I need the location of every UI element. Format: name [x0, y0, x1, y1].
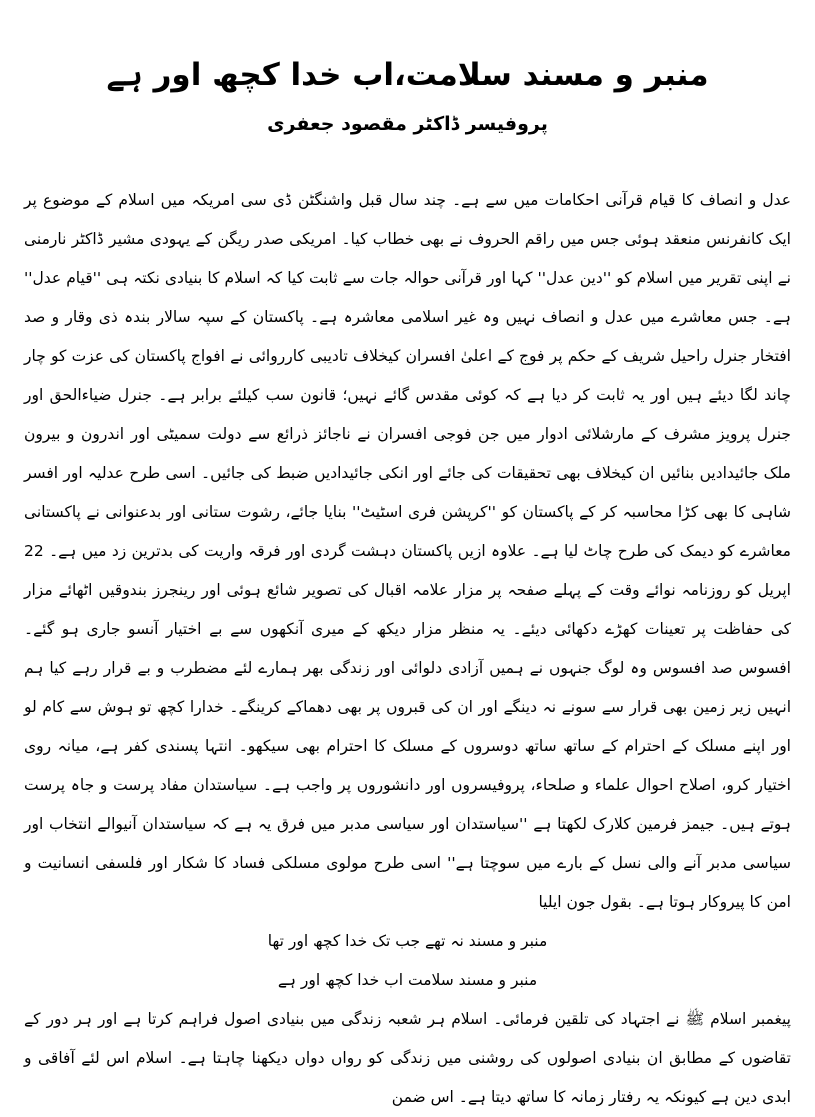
article-title: منبر و مسند سلامت،اب خدا کچھ اور ہے: [106, 57, 709, 93]
article-author-byline: پروفیسر ڈاکٹر مقصود جعفری: [267, 112, 548, 135]
verse-line-1: منبر و مسند نہ تھے جب تک خدا کچھ اور تھا: [267, 931, 548, 950]
article-body: [24, 181, 791, 1117]
paragraph-closing: پیغمبر اسلام ﷺ نے اجتہاد کی تلقین فرمائی۔ اسلام ہر شعبہ زندگی میں بنیادی اصول فراہم کرتا ہے اور ہر دور کے تقاضوں کے مطابق ان بنیادی اصولوں کی روشنی میں زندگی کو رواں دواں دیکھنا چاہتا ہے۔ اسلام اس لئے آفاقی و ابدی دین ہے کیونکہ یہ رفتار زمانہ کا ساتھ دیتا ہے۔ اس ضمن: [24, 1009, 791, 1106]
paragraph-main: عدل و انصاف کا قیام قرآنی احکامات میں سے ہے۔ چند سال قبل واشنگٹن ڈی سی امریکہ میں اسلام کے موضوع پر ایک کانفرنس منعقد ہوئی جس میں راقم الحروف نے بھی خطاب کیا۔ امریکی صدر ریگن کے یہودی مشیر ڈاکٹر نارمنی نے اپنی تقریر میں اسلام کو ''دین عدل'' کہا اور قرآنی حوالہ جات سے ثابت کیا کہ اسلام کا بنیادی نکتہ ہی ''قیام عدل'' ہے۔ جس معاشرے میں عدل و انصاف نہیں وہ غیر اسلامی معاشرہ ہے۔ پاکستان کے سپہ سالار بندہ ذی وقار و صد افتخار جنرل راحیل شریف کے حکم پر فوج کے اعلیٰ افسران کیخلاف تادیبی کارروائی نے افواج پاکستان کی عزت کو چار چاند لگا دیئے ہیں اور یہ ثابت کر دیا ہے کہ کوئی مقدس گائے نہیں؛ قانون سب کیلئے برابر ہے۔ جنرل ضیاءالحق اور جنرل پرویز مشرف کے مارشلائی ادوار میں جن فوجی افسران نے ناجائز ذرائع سے دولت سمیٹی اور اندرون و بیرون ملک جائیدادیں بنائیں ان کیخلاف بھی تحقیقات کی جائے اور انکی جائیدادیں ضبط کی جائیں۔ اسی طرح عدلیہ اور افسر شاہی کا بھی کڑا محاسبہ کر کے پاکستان کو ''کرپشن فری اسٹیٹ'' بنایا جائے، رشوت ستانی اور بدعنوانی نے پاکستانی معاشرے کو دیمک کی طرح چاٹ لیا ہے۔ علاوہ ازیں پاکستان دہشت گردی اور فرقہ واریت کی بدترین زد میں ہے۔ 22 اپریل کو روزنامہ نوائے وقت کے پہلے صفحہ پر مزار علامہ اقبال کی تصویر شائع ہوئی اور رینجرز بندوقیں اٹھائے مزار کی حفاظت پر تعینات کھڑے دکھائی دیئے۔ یہ منظر مزار دیکھ کے میری آنکھوں سے بے اختیار آنسو جاری ہو گئے۔ افسوس صد افسوس وہ لوگ جنہوں نے ہمیں آزادی دلوائی اور زندگی بھر ہمارے لئے مضطرب و بے قرار رہے کیا ہم انہیں زیر زمین بھی قرار سے سونے نہ دینگے اور ان کی قبروں پر بھی دھماکے کرینگے۔ خدارا کچھ تو ہوش سے کام لو اور اپنے مسلک کے احترام کے ساتھ ساتھ دوسروں کے مسلک کا احترام بھی سیکھو۔ انتہا پسندی کفر ہے، میانہ روی اختیار کرو، اصلاح احوال علماء و صلحاء، پروفیسروں اور دانشوروں پر واجب ہے۔ سیاستدان مفاد پرست و جاہ پرست ہوتے ہیں۔ جیمز فرمین کلارک لکھتا ہے ''سیاستدان اور سیاسی مدبر میں فرق یہ ہے کہ سیاستدان آنیوالے انتخاب اور سیاسی مدبر آنے والی نسل کے بارے میں سوچتا ہے'' اسی طرح مولوی مسلکی فساد کا شکار اور فلسفی انسانیت و امن کا پیروکار ہوتا ہے۔ بقول جون ایلیا: [24, 190, 791, 911]
verse-line-2: منبر و مسند سلامت اب خدا کچھ اور ہے: [277, 970, 538, 989]
